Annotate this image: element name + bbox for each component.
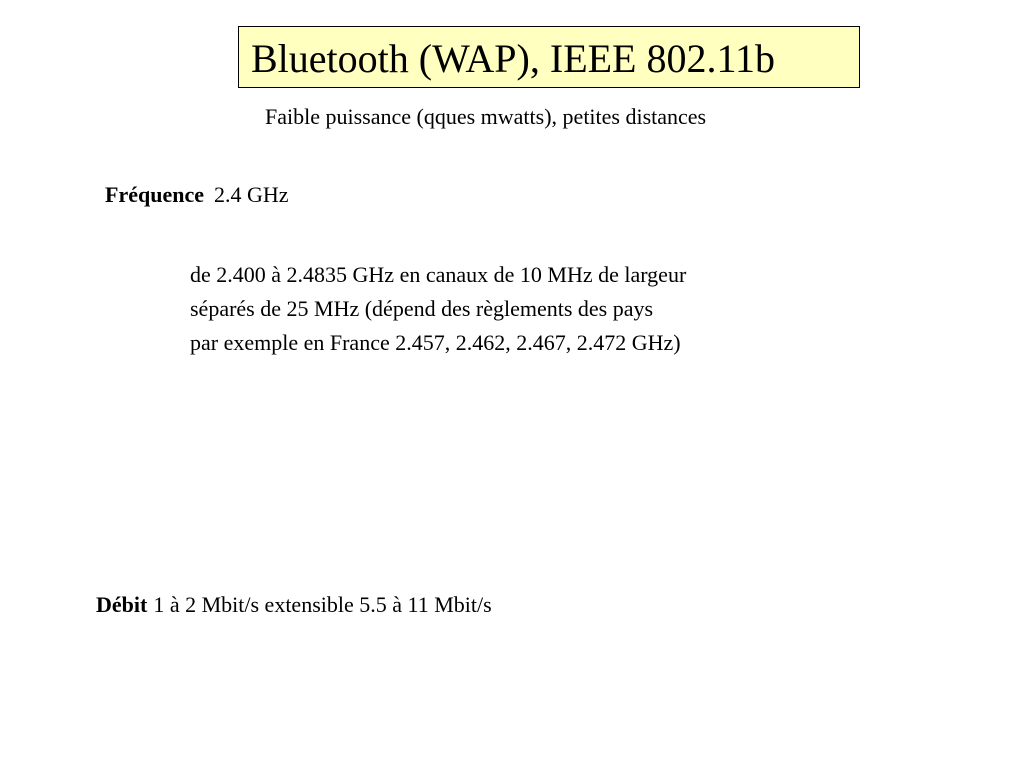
debit-label: Débit xyxy=(96,592,148,617)
frequency-line xyxy=(105,182,289,208)
frequency-detail-line: par exemple en France 2.457, 2.462, 2.467, 2.472 GHz) xyxy=(190,330,681,355)
frequency-detail-line: de 2.400 à 2.4835 GHz en canaux de 10 MHz de largeur xyxy=(190,262,687,287)
frequency-label: Fréquence xyxy=(105,182,204,207)
frequency-value: 2.4 GHz xyxy=(213,182,289,207)
frequency-detail-line: séparés de 25 MHz (dépend des règlements des pays xyxy=(190,296,654,321)
slide-subtitle: Faible puissance (qques mwatts), petites distances xyxy=(265,104,707,129)
slide-title: Bluetooth (WAP), IEEE 802.11b xyxy=(251,36,776,81)
debit-line xyxy=(96,592,492,618)
title-box xyxy=(238,26,860,88)
debit-value: 1 à 2 Mbit/s extensible 5.5 à 11 Mbit/s xyxy=(153,592,492,617)
frequency-details xyxy=(190,258,686,360)
